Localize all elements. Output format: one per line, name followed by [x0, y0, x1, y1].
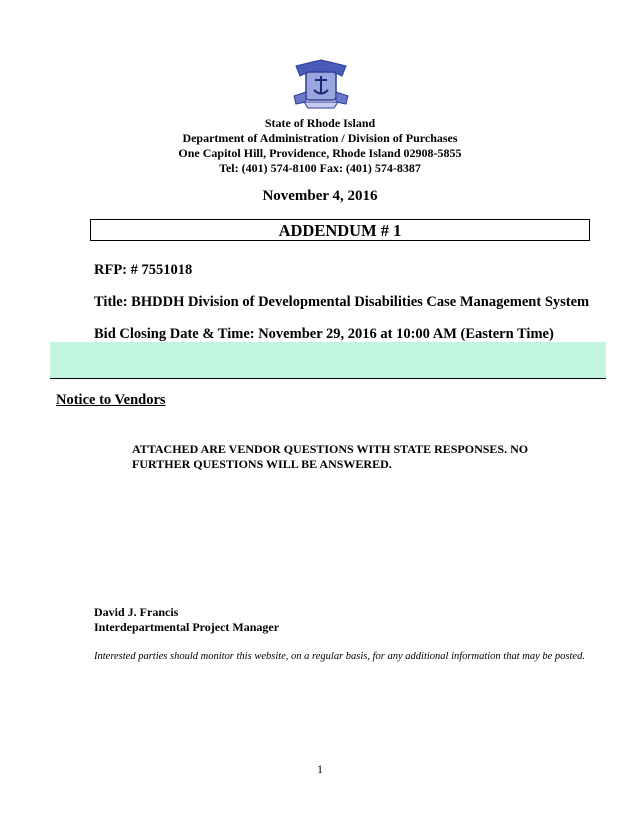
notice-line-1: ATTACHED ARE VENDOR QUESTIONS WITH STATE RESPONSES. NO: [132, 442, 529, 456]
rfp-number: RFP: # 7551018: [94, 262, 193, 278]
notice-heading: Notice to Vendors: [56, 392, 166, 408]
header-address: One Capitol Hill, Providence, Rhode Island 02908-5855: [178, 146, 462, 160]
header-department: Department of Administration / Division of Purchases: [182, 131, 458, 145]
bid-closing-date: Bid Closing Date & Time: November 29, 2016 at 10:00 AM (Eastern Time): [94, 326, 554, 342]
notice-body: [132, 442, 582, 472]
rfp-title: Title: BHDDH Division of Developmental Disabilities Case Management System: [94, 294, 590, 310]
divider-rule: [50, 378, 606, 379]
footer-note: Interested parties should monitor this website, on a regular basis, for any additional information that may be posted.: [94, 651, 585, 662]
document-date: November 4, 2016: [262, 188, 378, 204]
state-seal-icon: [292, 58, 350, 110]
signer-name: David J. Francis: [94, 605, 179, 619]
notice-line-2: FURTHER QUESTIONS WILL BE ANSWERED.: [132, 457, 392, 471]
header-phone-fax: Tel: (401) 574-8100 Fax: (401) 574-8387: [219, 161, 421, 175]
signer-title: Interdepartmental Project Manager: [94, 620, 280, 634]
highlight-band: [50, 342, 606, 378]
header-state: State of Rhode Island: [264, 116, 376, 130]
page-number: 1: [317, 762, 323, 776]
addendum-title: ADDENDUM # 1: [90, 219, 590, 241]
signature-block: [94, 605, 279, 635]
